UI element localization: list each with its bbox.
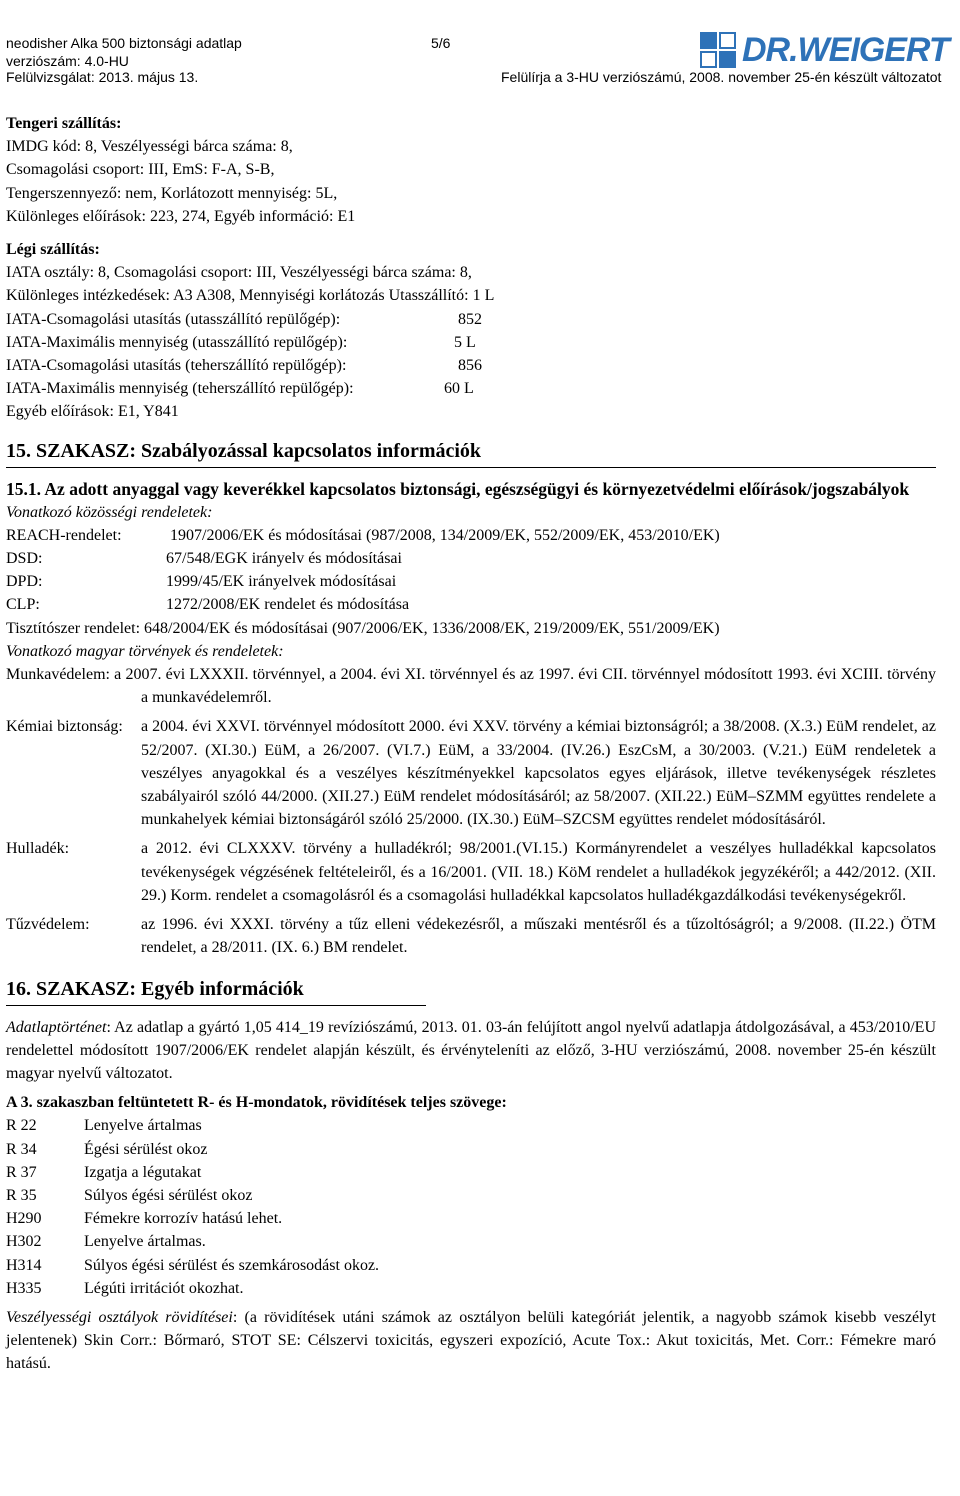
phrase-text: Égési sérülést okoz	[84, 1140, 208, 1158]
document-body	[6, 112, 936, 1376]
detergent-regulation: Tisztítószer rendelet: 648/2004/EK és módosításai (907/2006/EK, 1336/2008/EK, 219/2009/EK, 551/2009/EK)	[6, 619, 720, 637]
sea-line: Tengerszennyező: nem, Korlátozott mennyiség: 5L,	[6, 184, 338, 202]
fire-protection-label: Tűzvédelem:	[6, 916, 90, 934]
phrase-text: Súlyos égési sérülést okoz	[84, 1186, 253, 1204]
eu-regulation-row	[6, 593, 936, 616]
sheet-history-label: Adatlaptörténet	[6, 1018, 107, 1036]
iata-row	[6, 377, 936, 400]
air-transport-heading: Légi szállítás:	[6, 241, 100, 259]
phrase-row	[6, 1138, 936, 1161]
abbreviations-text: : (a rövidítések utáni számok az osztályon belüli kategóriát jelentik, a nagyobb számok kisebb veszélyt jelentenek) Skin Corr.: Bőrmaró, STOT SE: Célszervi toxicitás, egyszeri expozíció, Acute Tox.: Akut toxicitás, Met. Corr.: Fémekre maró hatású.	[6, 1308, 936, 1373]
phrases-heading: A 3. szakaszban feltüntetett R- és H-mondatok, rövidítések teljes szövege:	[6, 1094, 507, 1112]
fire-protection-text: az 1996. évi XXXI. törvény a tűz elleni védekezésről, a műszaki mentésről és a tűzoltóságról; a 9/2008. (II.22.) ÖTM rendelet, a 28/2011. (IX. 6.) BM rendelet.	[141, 916, 936, 957]
phrase-row	[6, 1254, 936, 1277]
sea-line: Csomagolási csoport: III, EmS: F-A, S-B,	[6, 161, 275, 179]
eu-regulation-label: CLP:	[6, 596, 40, 614]
sea-transport-heading: Tengeri szállítás:	[6, 115, 122, 132]
phrase-code: H290	[6, 1210, 42, 1228]
section-15-title: 15. SZAKASZ: Szabályozással kapcsolatos információk	[6, 439, 482, 462]
iata-row	[6, 308, 936, 331]
chemical-safety-block	[6, 715, 936, 831]
phrase-row	[6, 1161, 936, 1184]
abbreviations-label: Veszélyességi osztályok rövidítései	[6, 1308, 233, 1326]
fire-protection-block	[6, 913, 936, 959]
waste-text: a 2012. évi CLXXXV. törvény a hulladékról; 98/2001.(VI.15.) Kormányrendelet a veszélyes hulladékkal kapcsolatos tevékenységek végzésének feltételeiről, és a 16/2001. (VII. 18.) KöM rendelet a hulladékok jegyzékéről; a 442/2012. (XII. 29.) Korm. rendelet a csomagolásról és a csomagolási hulladékkal kapcsolatos hulladékgazdálkodási tevékenységekről.	[141, 840, 936, 904]
eu-regulation-label: DPD:	[6, 573, 43, 591]
sheet-history	[6, 1016, 936, 1086]
phrase-code: R 34	[6, 1140, 37, 1158]
air-line: Különleges intézkedések: A3 A308, Mennyiségi korlátozás Utasszállító: 1 L	[6, 287, 495, 305]
iata-label: IATA-Maximális mennyiség (utasszállító repülőgép):	[6, 333, 348, 351]
phrase-row	[6, 1277, 936, 1300]
eu-regulation-label: REACH-rendelet:	[6, 526, 122, 544]
phrases-list	[6, 1114, 936, 1300]
phrase-code: H335	[6, 1279, 42, 1297]
section-15-1-title: 15.1. Az adott anyaggal vagy keverékkel kapcsolatos biztonsági, egészségügyi és környezetvédelmi előírások/jogszabályok	[6, 478, 910, 499]
eu-regulation-value: 1272/2008/EK rendelet és módosítása	[166, 596, 410, 614]
page-header	[0, 0, 960, 100]
waste-label: Hulladék:	[6, 840, 70, 858]
supersedes-note: Felülírja a 3-HU verziószámú, 2008. november 25-én készült változatot	[501, 69, 942, 85]
phrase-row	[6, 1114, 936, 1137]
phrase-text: Légúti irritációt okozhat.	[84, 1279, 244, 1297]
product-title: neodisher Alka 500 biztonsági adatlap	[6, 35, 242, 51]
phrase-row	[6, 1230, 936, 1253]
phrase-code: H314	[6, 1256, 42, 1274]
sea-line: IMDG kód: 8, Veszélyességi bárca száma: 8,	[6, 138, 293, 156]
phrase-text: Izgatja a légutakat	[84, 1163, 202, 1181]
company-logo	[698, 30, 956, 70]
phrase-text: Súlyos égési sérülést és szemkárosodást okoz.	[84, 1256, 380, 1274]
hazard-class-abbreviations	[6, 1306, 936, 1376]
logo-squares-icon	[698, 30, 738, 70]
air-line: IATA osztály: 8, Csomagolási csoport: III, Veszélyességi bárca száma: 8,	[6, 264, 472, 282]
iata-row	[6, 331, 936, 354]
phrase-text: Lenyelve ártalmas.	[84, 1233, 206, 1251]
eu-regulation-row	[6, 570, 936, 593]
iata-row	[6, 354, 936, 377]
air-other-rules: Egyéb előírások: E1, Y841	[6, 403, 179, 421]
iata-value: 60 L	[444, 380, 474, 398]
eu-regulation-value: 1907/2006/EK és módosításai (987/2008, 134/2009/EK, 552/2009/EK, 453/2010/EK)	[170, 526, 720, 544]
eu-regulation-value: 1999/45/EK irányelvek módosításai	[166, 573, 397, 591]
phrase-row	[6, 1184, 936, 1207]
iata-value: 5 L	[454, 333, 476, 351]
chemical-safety-label: Kémiai biztonság:	[6, 718, 123, 736]
revision-date: Felülvizsgálat: 2013. május 13.	[6, 69, 199, 85]
phrase-code: H302	[6, 1233, 42, 1251]
hu-laws-heading: Vonatkozó magyar törvények és rendeletek:	[6, 642, 284, 660]
phrase-code: R 35	[6, 1186, 37, 1204]
phrase-row	[6, 1207, 936, 1230]
phrase-code: R 22	[6, 1117, 37, 1135]
iata-label: IATA-Csomagolási utasítás (teherszállító repülőgép):	[6, 357, 347, 375]
chemical-safety-text: a 2004. évi XXVI. törvénnyel módosított 2000. évi XXV. törvény a kémiai biztonságról; a 38/2008. (X.3.) EüM rendelet, az 52/2007. (XI.30.) EüM, a 26/2007. (VI.7.) EüM, a 33/2004. (IV.26.) EszCsM, a 30/2003. (V.21.) EüM rendeletek a veszélyes anyagokkal és a veszélyes készítményekkel kapcsolatos egyes eljárások, illetve tevékenységek részletes szabályairól szóló 44/2000. (XII.27.) EüM rendelet módosításáról; az 58/2007. (XII.22.) EüM–SZMM együttes rendelete a munkahelyek kémiai biztonságáról szóló 25/2000. (IX.30.) EüM–SZCSM együttes rendelet módosításáról.	[141, 718, 936, 829]
section-15-header	[6, 438, 936, 468]
logo-wordmark: DR.WEIGERT	[742, 31, 949, 69]
waste-block	[6, 837, 936, 907]
phrase-code: R 37	[6, 1163, 37, 1181]
eu-regulation-row	[6, 524, 936, 547]
iata-value: 856	[458, 357, 482, 375]
section-16-header	[6, 976, 426, 1006]
section-16-title: 16. SZAKASZ: Egyéb információk	[6, 977, 304, 1000]
work-safety-laws: Munkavédelem: a 2007. évi LXXXII. törvénnyel, a 2004. évi XI. törvénnyel és az 1997. évi CII. törvénnyel módosított 1993. évi XCIII. törvény a munkavédelemről.	[6, 666, 936, 707]
phrase-text: Fémekre korrozív hatású lehet.	[84, 1210, 283, 1228]
eu-regulation-row	[6, 547, 936, 570]
page-number: 5/6	[431, 35, 451, 51]
sea-transport-block	[6, 112, 936, 228]
version-number: verziószám: 4.0-HU	[6, 53, 129, 69]
phrase-text: Lenyelve ártalmas	[84, 1117, 202, 1135]
iata-value: 852	[458, 310, 482, 328]
iata-label: IATA-Maximális mennyiség (teherszállító repülőgép):	[6, 380, 354, 398]
eu-regulations-heading: Vonatkozó közösségi rendeletek:	[6, 503, 213, 521]
eu-regulation-value: 67/548/EGK irányelv és módosításai	[166, 550, 402, 568]
sheet-history-text: : Az adatlap a gyártó 1,05 414_19 revíziószámú, 2013. 01. 03-án felújított angol nyelvű adatlapja átdolgozásával, a 453/2010/EU rendelettel módosított 1907/2006/EK rendelet alapján készült, és érvényteleníti az előző, 3-HU verziószámú, 2008. november 25-én készült magyar nyelvű változatot.	[6, 1018, 936, 1082]
sea-line: Különleges előírások: 223, 274, Egyéb információ: E1	[6, 207, 356, 225]
air-transport-block	[6, 238, 936, 424]
iata-label: IATA-Csomagolási utasítás (utasszállító repülőgép):	[6, 310, 341, 328]
eu-regulation-label: DSD:	[6, 550, 43, 568]
